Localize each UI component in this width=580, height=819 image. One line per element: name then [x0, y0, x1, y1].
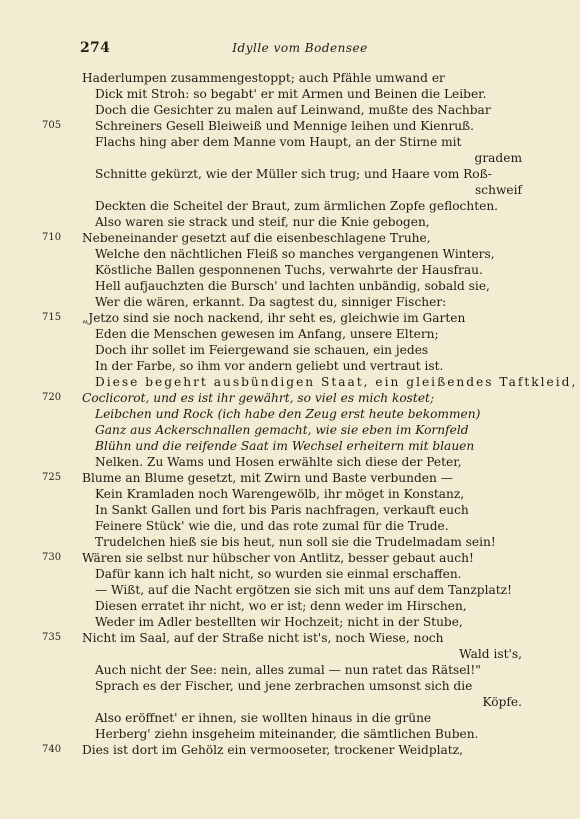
verse-line-text: Deckten die Scheitel der Braut, zum ärmlichen Zopfe geflochten. — [95, 199, 499, 213]
verse-line-text: Dafür kann ich halt nicht, so wurden sie einmal erschaffen. — [95, 567, 462, 581]
verse-line-text: Leibchen und Rock (ich habe den Zeug erst heute bekommen) — [95, 407, 481, 421]
verse-line — [0, 134, 580, 150]
verse-line-text: Trudelchen hieß sie bis heut, nun soll sie die Trudelmadam sein! — [95, 535, 496, 549]
verse-line-text: Haderlumpen zusammengestoppt; auch Pfähle umwand er — [82, 71, 445, 85]
verse-line — [0, 726, 580, 742]
verse-line — [0, 70, 580, 86]
verse-line — [0, 150, 580, 166]
verse-line-text: Also waren sie strack und steif, nur die Knie gebogen, — [95, 215, 430, 229]
line-number: 730 — [42, 552, 62, 563]
verse-line — [0, 390, 580, 406]
verse-line — [0, 694, 580, 710]
verse-line-text: Nelken. Zu Wams und Hosen erwählte sich diese der Peter, — [95, 455, 462, 469]
verse-line — [0, 310, 580, 326]
verse-line — [0, 166, 580, 182]
verse-line — [0, 342, 580, 358]
verse-line-text: Köpfe. — [482, 695, 522, 709]
line-number: 725 — [42, 472, 62, 483]
verse-line-text: Eden die Menschen gewesen im Anfang, unsere Eltern; — [95, 327, 439, 341]
page-number: 274 — [80, 40, 111, 56]
verse-line — [0, 678, 580, 694]
verse-line — [0, 102, 580, 118]
verse-line — [0, 86, 580, 102]
verse-line — [0, 710, 580, 726]
verse-line-text: Nebeneinander gesetzt auf die eisenbeschlagene Truhe, — [82, 231, 431, 245]
verse-line — [0, 198, 580, 214]
line-number: 740 — [42, 744, 62, 755]
verse-line — [0, 406, 580, 422]
verse-line-text: Sprach es der Fischer, und jene zerbrachen umsonst sich die — [95, 679, 473, 693]
verse-line-text: Dies ist dort im Gehölz ein vermooseter, trockener Weidplatz, — [82, 743, 463, 757]
verse-line — [0, 566, 580, 582]
verse-line — [0, 214, 580, 230]
verse-line-text: Doch die Gesichter zu malen auf Leinwand, mußte des Nachbar — [95, 103, 491, 117]
verse-line — [0, 118, 580, 134]
verse-line-text: Coclicorot, und es ist ihr gewährt, so viel es mich kostet; — [82, 391, 435, 405]
verse-line — [0, 518, 580, 534]
verse-line-text: In der Farbe, so ihm vor andern geliebt und vertraut ist. — [95, 359, 444, 373]
verse-line — [0, 326, 580, 342]
verse-line — [0, 598, 580, 614]
verse-line — [0, 614, 580, 630]
verse-line-text: Doch ihr sollet im Feiergewand sie schauen, ein jedes — [95, 343, 429, 357]
verse-line-text: Schnitte gekürzt, wie der Müller sich trug; und Haare vom Roß- — [95, 167, 492, 181]
verse-line — [0, 550, 580, 566]
verse-line-text: Wald ist's, — [459, 647, 522, 661]
verse-line — [0, 486, 580, 502]
line-number: 720 — [42, 392, 62, 403]
verse-line — [0, 294, 580, 310]
page-header — [80, 40, 520, 62]
verse-line-text: Weder im Adler bestellten wir Hochzeit; nicht in der Stube, — [95, 615, 463, 629]
verse-line — [0, 454, 580, 470]
verse-line-text: Ganz aus Ackerschnallen gemacht, wie sie eben im Kornfeld — [95, 423, 469, 437]
verse-line — [0, 534, 580, 550]
verse-line — [0, 262, 580, 278]
running-title: Idylle vom Bodensee — [232, 41, 368, 55]
verse-line — [0, 438, 580, 454]
verse-line-text: „Jetzo sind sie noch nackend, ihr seht es, gleichwie im Garten — [82, 311, 466, 325]
verse-line — [0, 182, 580, 198]
verse-line — [0, 358, 580, 374]
verse-line — [0, 662, 580, 678]
verse-line-text: Wären sie selbst nur hübscher von Antlitz, besser gebaut auch! — [82, 551, 474, 565]
verse-line-text: — Wißt, auf die Nacht ergötzen sie sich mit uns auf dem Tanzplatz! — [95, 583, 512, 597]
verse-line-text: Welche den nächtlichen Fleiß so manches vergangenen Winters, — [95, 247, 495, 261]
verse-line-text: Kein Kramladen noch Warengewölb, ihr möget in Konstanz, — [95, 487, 465, 501]
verse-line — [0, 230, 580, 246]
verse-line-text: Nicht im Saal, auf der Straße nicht ist's, noch Wiese, noch — [82, 631, 444, 645]
verse-line — [0, 646, 580, 662]
line-number: 710 — [42, 232, 62, 243]
verse-line-text: Diesen erratet ihr nicht, wo er ist; denn weder im Hirschen, — [95, 599, 467, 613]
verse-line-text: Feinere Stück' wie die, und das rote zumal für die Trude. — [95, 519, 449, 533]
verse-line — [0, 742, 580, 758]
verse-line-text: Hell aufjauchzten die Bursch' und lachten unbändig, sobald sie, — [95, 279, 490, 293]
verse-line-text: Blühn und die reifende Saat im Wechsel erheitern mit blauen — [95, 439, 475, 453]
line-number: 705 — [42, 120, 62, 131]
verse-line-text: schweif — [475, 183, 522, 197]
verse-line — [0, 502, 580, 518]
verse-line — [0, 470, 580, 486]
verse-line — [0, 582, 580, 598]
verse-line-text: Schreiners Gesell Bleiweiß und Mennige leihen und Kienruß. — [95, 119, 475, 133]
verse-line — [0, 630, 580, 646]
verse-line-text: Köstliche Ballen gesponnenen Tuchs, verwahrte der Hausfrau. — [95, 263, 483, 277]
verse-line-text: Also eröffnet' er ihnen, sie wollten hinaus in die grüne — [95, 711, 432, 725]
verse-line — [0, 374, 580, 390]
line-number: 735 — [42, 632, 62, 643]
verse-line-text: gradem — [474, 151, 522, 165]
verse-line — [0, 422, 580, 438]
verse-line-text: Diese begehrt ausbündigen Staat, ein gleißendes Taftkleid, — [95, 375, 578, 389]
verse-line-text: In Sankt Gallen und fort bis Paris nachfragen, verkauft euch — [95, 503, 469, 517]
verse-line — [0, 278, 580, 294]
verse-line-text: Herberg' ziehn insgeheim miteinander, die sämtlichen Buben. — [95, 727, 479, 741]
verse-line-text: Auch nicht der See: nein, alles zumal — nun ratet das Rätsel!" — [95, 663, 481, 677]
verse-line-text: Flachs hing aber dem Manne vom Haupt, an der Stirne mit — [95, 135, 462, 149]
verse-line — [0, 246, 580, 262]
verse-line-text: Wer die wären, erkannt. Da sagtest du, sinniger Fischer: — [95, 295, 447, 309]
verse-line-text: Blume an Blume gesetzt, mit Zwirn und Baste verbunden — — [82, 471, 453, 485]
line-number: 715 — [42, 312, 62, 323]
verse-line-text: Dick mit Stroh: so begabt' er mit Armen und Beinen die Leiber. — [95, 87, 487, 101]
verse-text — [0, 70, 580, 758]
